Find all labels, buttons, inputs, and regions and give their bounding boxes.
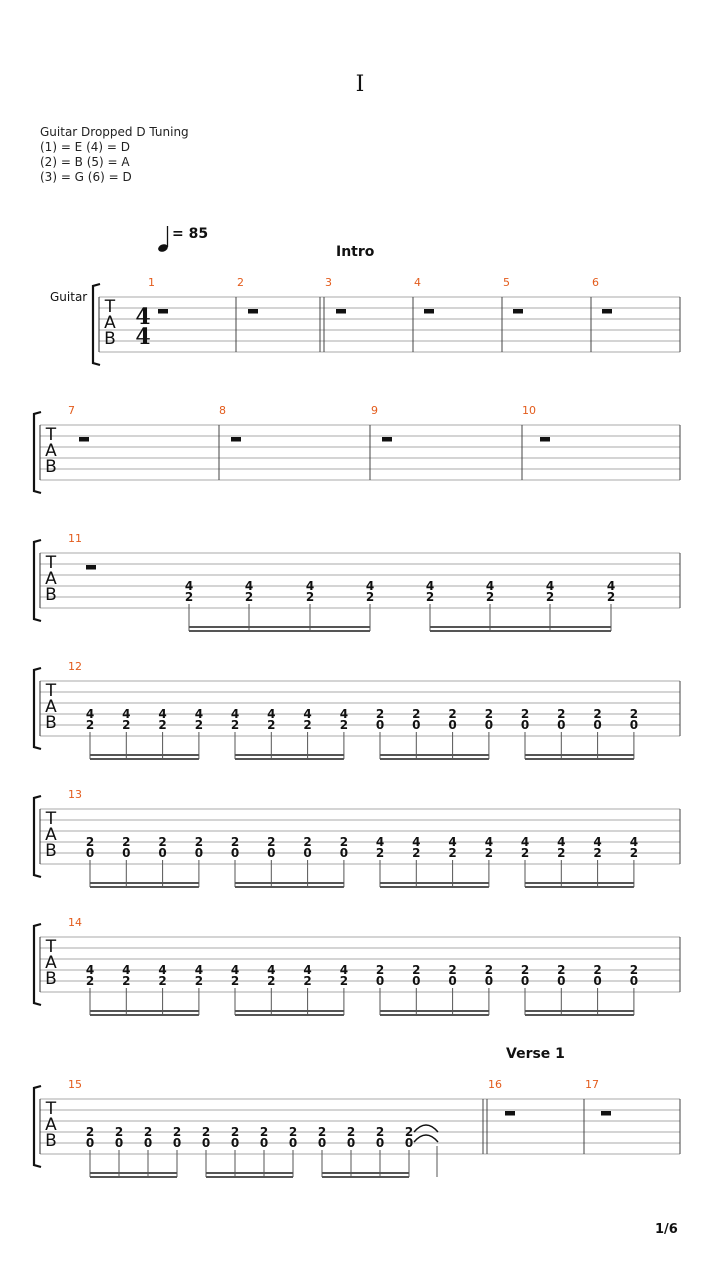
fret-number: 0 [172, 1136, 182, 1150]
fret-number: 2 [85, 835, 95, 849]
fret-number: 0 [484, 974, 494, 988]
fret-number: 2 [143, 1125, 153, 1139]
fret-number: 0 [143, 1136, 153, 1150]
fret-number: 2 [412, 707, 421, 721]
tab-clef-letter: T [45, 553, 57, 573]
note-beam [235, 882, 344, 884]
note-beam [525, 1014, 634, 1016]
measure-number: 12 [68, 660, 82, 673]
fret-number: 2 [375, 1125, 385, 1139]
fret-number: 2 [365, 590, 375, 604]
note-beam [90, 1172, 177, 1174]
fret-number: 2 [339, 835, 349, 849]
tempo-marking: = 85 [172, 226, 209, 242]
note-beam [430, 626, 611, 628]
measure-number: 1 [148, 276, 155, 289]
tab-clef-letter: A [45, 825, 57, 845]
fret-number: 2 [194, 835, 204, 849]
fret-number: 2 [114, 1125, 124, 1139]
note-beam [380, 1014, 489, 1016]
whole-rest [540, 437, 550, 442]
fret-number: 2 [158, 718, 167, 732]
note-beam [235, 758, 344, 760]
whole-rest [158, 309, 168, 314]
fret-number: 2 [303, 974, 312, 988]
fret-number: 2 [520, 846, 530, 860]
fret-number: 0 [201, 1136, 211, 1150]
fret-number: 2 [545, 590, 555, 604]
fret-number: 2 [557, 963, 566, 977]
fret-number: 2 [448, 846, 457, 860]
note-beam [90, 882, 199, 884]
fret-number: 0 [629, 718, 639, 732]
tab-clef-letter: B [45, 713, 57, 733]
fret-number: 2 [485, 590, 495, 604]
fret-number: 2 [194, 974, 204, 988]
fret-number: 2 [375, 707, 385, 721]
section-label-verse1: Verse 1 [506, 1046, 565, 1062]
fret-number: 2 [606, 590, 616, 604]
fret-number: 4 [303, 963, 312, 977]
fret-number: 4 [412, 835, 421, 849]
whole-rest [86, 565, 96, 570]
song-title: I [355, 72, 365, 97]
note-beam [90, 1014, 199, 1016]
measure-number: 17 [585, 1078, 599, 1091]
fret-number: 4 [184, 579, 194, 593]
fret-number: 0 [114, 1136, 124, 1150]
fret-number: 2 [267, 835, 276, 849]
fret-number: 2 [557, 707, 566, 721]
note-beam [189, 626, 370, 628]
fret-number: 2 [267, 974, 276, 988]
fret-number: 0 [230, 1136, 240, 1150]
whole-rest [601, 1111, 611, 1116]
tab-clef-letter: A [45, 697, 57, 717]
fret-number: 0 [194, 846, 204, 860]
fret-number: 0 [346, 1136, 356, 1150]
note-beam [90, 758, 199, 760]
fret-number: 4 [85, 963, 95, 977]
tab-clef-letter: T [45, 937, 57, 957]
fret-number: 0 [593, 718, 602, 732]
fret-number: 0 [484, 718, 494, 732]
fret-number: 0 [375, 974, 385, 988]
whole-rest [231, 437, 241, 442]
fret-number: 2 [520, 707, 530, 721]
fret-number: 2 [201, 1125, 211, 1139]
tab-clef-letter: A [45, 569, 57, 589]
whole-rest [79, 437, 89, 442]
tab-clef-letter: T [45, 425, 57, 445]
fret-number: 2 [346, 1125, 356, 1139]
fret-number: 2 [448, 963, 457, 977]
tab-clef-letter: B [45, 585, 57, 605]
measure-number: 10 [522, 404, 536, 417]
fret-number: 0 [317, 1136, 327, 1150]
whole-rest [248, 309, 258, 314]
fret-number: 0 [412, 974, 421, 988]
measure-number: 6 [592, 276, 599, 289]
fret-number: 0 [158, 846, 167, 860]
whole-rest [336, 309, 346, 314]
fret-number: 2 [629, 963, 639, 977]
note-beam [380, 1010, 489, 1012]
note-beam [206, 1176, 293, 1178]
fret-number: 0 [557, 718, 566, 732]
fret-number: 2 [158, 835, 167, 849]
fret-number: 0 [288, 1136, 298, 1150]
note-beam [525, 758, 634, 760]
page-number: 1/6 [655, 1222, 678, 1237]
tuning-line: (3) = G (6) = D [40, 170, 132, 184]
fret-number: 2 [230, 974, 240, 988]
fret-number: 4 [230, 963, 240, 977]
fret-number: 2 [593, 707, 602, 721]
note-beam [235, 1010, 344, 1012]
fret-number: 4 [194, 707, 204, 721]
fret-number: 2 [339, 718, 349, 732]
fret-number: 4 [629, 835, 639, 849]
fret-number: 2 [484, 707, 494, 721]
fret-number: 0 [404, 1136, 414, 1150]
tab-clef-letter: B [104, 329, 116, 349]
fret-number: 4 [305, 579, 315, 593]
fret-number: 2 [629, 846, 639, 860]
fret-number: 4 [158, 707, 167, 721]
tab-clef-letter: T [104, 297, 116, 317]
note-beam [430, 630, 611, 632]
note-beam [322, 1176, 409, 1178]
fret-number: 2 [404, 1125, 414, 1139]
fret-number: 4 [230, 707, 240, 721]
fret-number: 2 [339, 974, 349, 988]
fret-number: 4 [557, 835, 566, 849]
fret-number: 2 [122, 974, 131, 988]
fret-number: 0 [448, 974, 457, 988]
fret-number: 0 [339, 846, 349, 860]
note-beam [380, 886, 489, 888]
fret-number: 4 [194, 963, 204, 977]
whole-rest [505, 1111, 515, 1116]
fret-number: 2 [122, 718, 131, 732]
tab-clef-letter: T [45, 809, 57, 829]
tab-clef-letter: A [45, 953, 57, 973]
fret-number: 2 [267, 718, 276, 732]
measure-number: 16 [488, 1078, 502, 1091]
fret-number: 4 [122, 707, 131, 721]
note-beam [206, 1172, 293, 1174]
fret-number: 4 [85, 707, 95, 721]
fret-number: 2 [484, 846, 494, 860]
fret-number: 0 [375, 718, 385, 732]
fret-number: 2 [230, 835, 240, 849]
section-label-intro: Intro [336, 244, 375, 260]
fret-number: 0 [375, 1136, 385, 1150]
measure-number: 3 [325, 276, 332, 289]
measure-number: 2 [237, 276, 244, 289]
fret-number: 4 [267, 707, 276, 721]
measure-number: 14 [68, 916, 82, 929]
fret-number: 2 [259, 1125, 269, 1139]
fret-number: 4 [158, 963, 167, 977]
note-beam [189, 630, 370, 632]
fret-number: 0 [557, 974, 566, 988]
fret-number: 4 [339, 963, 349, 977]
fret-number: 4 [425, 579, 435, 593]
fret-number: 2 [172, 1125, 182, 1139]
tab-clef-letter: A [104, 313, 116, 333]
fret-number: 4 [484, 835, 494, 849]
tuning-line: (2) = B (5) = A [40, 155, 130, 169]
fret-number: 0 [593, 974, 602, 988]
tie-arc [414, 1135, 438, 1142]
measure-number: 11 [68, 532, 82, 545]
fret-number: 2 [184, 590, 194, 604]
note-beam [525, 754, 634, 756]
fret-number: 2 [317, 1125, 327, 1139]
fret-number: 0 [122, 846, 131, 860]
note-beam [380, 754, 489, 756]
tab-clef-letter: T [45, 1099, 57, 1119]
note-beam [235, 886, 344, 888]
fret-number: 2 [122, 835, 131, 849]
fret-number: 4 [365, 579, 375, 593]
fret-number: 2 [412, 846, 421, 860]
fret-number: 0 [520, 718, 530, 732]
fret-number: 4 [339, 707, 349, 721]
measure-number: 13 [68, 788, 82, 801]
fret-number: 0 [303, 846, 312, 860]
fret-number: 2 [484, 963, 494, 977]
fret-number: 4 [606, 579, 616, 593]
fret-number: 2 [629, 707, 639, 721]
note-beam [380, 758, 489, 760]
fret-number: 2 [448, 707, 457, 721]
measure-number: 9 [371, 404, 378, 417]
measure-number: 4 [414, 276, 421, 289]
fret-number: 2 [303, 718, 312, 732]
fret-number: 0 [520, 974, 530, 988]
fret-number: 2 [593, 963, 602, 977]
fret-number: 2 [425, 590, 435, 604]
fret-number: 2 [288, 1125, 298, 1139]
tie-arc [414, 1125, 438, 1132]
fret-number: 2 [593, 846, 602, 860]
tab-clef-letter: A [45, 441, 57, 461]
note-beam [90, 1176, 177, 1178]
fret-number: 2 [230, 718, 240, 732]
fret-number: 4 [303, 707, 312, 721]
fret-number: 2 [305, 590, 315, 604]
note-beam [322, 1172, 409, 1174]
instrument-label: Guitar [50, 290, 88, 304]
fret-number: 0 [412, 718, 421, 732]
note-beam [90, 886, 199, 888]
note-beam [90, 1010, 199, 1012]
measure-number: 8 [219, 404, 226, 417]
note-beam [235, 754, 344, 756]
fret-number: 4 [375, 835, 385, 849]
measure-number: 7 [68, 404, 75, 417]
fret-number: 2 [158, 974, 167, 988]
fret-number: 2 [412, 963, 421, 977]
whole-rest [424, 309, 434, 314]
time-signature-top: 4 [135, 304, 151, 330]
whole-rest [602, 309, 612, 314]
tab-clef-letter: T [45, 681, 57, 701]
fret-number: 0 [267, 846, 276, 860]
tab-clef-letter: B [45, 1131, 57, 1151]
fret-number: 4 [267, 963, 276, 977]
fret-number: 2 [303, 835, 312, 849]
fret-number: 0 [448, 718, 457, 732]
fret-number: 0 [85, 846, 95, 860]
fret-number: 0 [230, 846, 240, 860]
fret-number: 4 [448, 835, 457, 849]
whole-rest [382, 437, 392, 442]
tab-clef-letter: A [45, 1115, 57, 1135]
fret-number: 2 [85, 718, 95, 732]
fret-number: 4 [485, 579, 495, 593]
whole-rest [513, 309, 523, 314]
tuning-heading: Guitar Dropped D Tuning [40, 125, 189, 139]
fret-number: 2 [557, 846, 566, 860]
note-beam [525, 886, 634, 888]
tab-clef-letter: B [45, 457, 57, 477]
fret-number: 0 [259, 1136, 269, 1150]
fret-number: 0 [85, 1136, 95, 1150]
note-beam [525, 1010, 634, 1012]
fret-number: 4 [520, 835, 530, 849]
fret-number: 0 [629, 974, 639, 988]
fret-number: 2 [85, 974, 95, 988]
fret-number: 4 [122, 963, 131, 977]
fret-number: 2 [375, 846, 385, 860]
fret-number: 2 [520, 963, 530, 977]
fret-number: 4 [244, 579, 254, 593]
tab-clef-letter: B [45, 841, 57, 861]
fret-number: 2 [375, 963, 385, 977]
note-beam [380, 882, 489, 884]
fret-number: 2 [194, 718, 204, 732]
note-beam [235, 1014, 344, 1016]
fret-number: 2 [85, 1125, 95, 1139]
fret-number: 2 [230, 1125, 240, 1139]
note-beam [90, 754, 199, 756]
fret-number: 4 [593, 835, 602, 849]
fret-number: 2 [244, 590, 254, 604]
tuning-line: (1) = E (4) = D [40, 140, 130, 154]
fret-number: 4 [545, 579, 555, 593]
measure-number: 15 [68, 1078, 82, 1091]
measure-number: 5 [503, 276, 510, 289]
tab-clef-letter: B [45, 969, 57, 989]
time-signature-bottom: 4 [135, 324, 151, 350]
note-beam [525, 882, 634, 884]
